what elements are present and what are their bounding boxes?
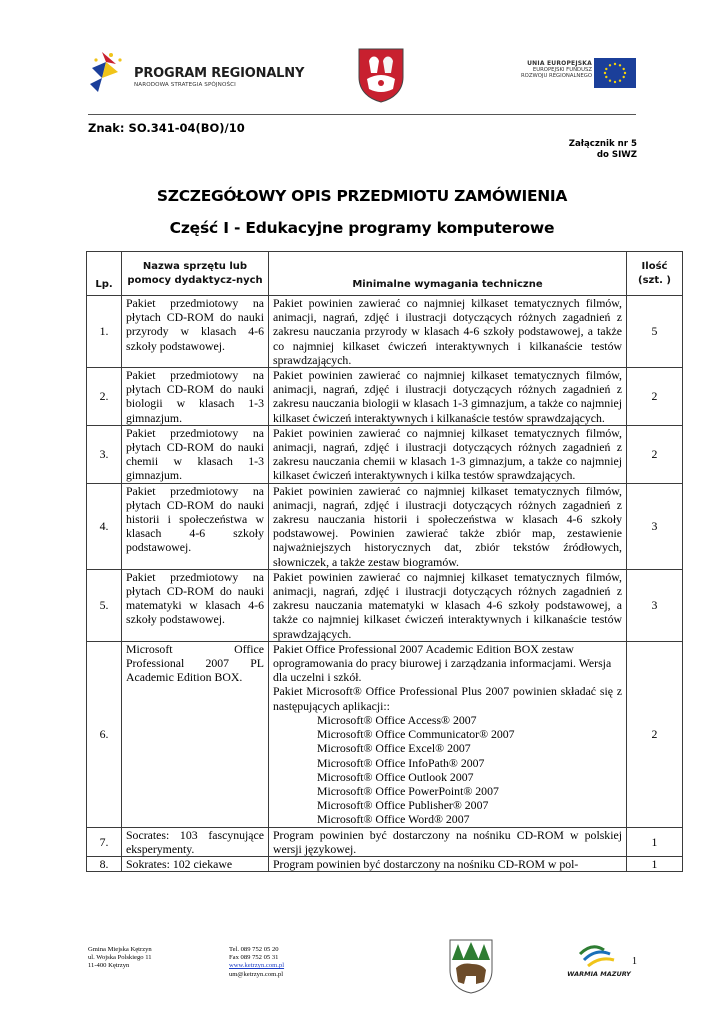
row-name: Sokrates: 102 ciekawe (122, 856, 269, 871)
footer-tel: Tel. 089 752 05 20 (229, 946, 279, 953)
row-requirements: Pakiet powinien zawierać co najmniej kilkaset tematycznych filmów, animacji, nagrań, zdjęć i ilustracji dotyczących różnych zagadnień z zakresu nauczania biologii w klasach 1-3 gimnazjum, a także co najmniej kilkaset ćwiczeń interaktywnych i kilkanaście testów sprawdzających. (269, 368, 627, 426)
row-requirements: Pakiet powinien zawierać co najmniej kilkaset tematycznych filmów, animacji, nagrań, zdjęć i ilustracji dotyczących różnych zagadnień z zakresu nauczania chemii w klasach 1-3 gimnazjum, a także co najmniej kilkaset ćwiczeń interaktywnych i kilka testów sprawdzających. (269, 425, 627, 483)
row-name: Pakiet przedmiotowy na płytach CD-ROM do nauki przyrody w klasach 4-6 szkoły podstawowej. (122, 296, 269, 368)
table-row (87, 856, 683, 871)
header-requirements: Minimalne wymagania techniczne (269, 252, 627, 296)
attachment-label (569, 139, 637, 161)
row-quantity: 5 (627, 296, 683, 368)
eu-title: UNIA EUROPEJSKA (527, 60, 592, 67)
row-requirements (269, 641, 627, 827)
table-row (87, 483, 683, 569)
office-product: Microsoft® Office Publisher® 2007 (317, 798, 489, 813)
footer-address (88, 946, 152, 971)
office-product: Microsoft® Office PowerPoint® 2007 (317, 783, 499, 798)
table-row (87, 425, 683, 483)
table-row (87, 827, 683, 856)
attachment-number: Załącznik nr 5 (568, 139, 637, 149)
requirements-table (86, 251, 683, 872)
coat-of-arms-icon (357, 47, 405, 103)
page-subtitle: Część I - Edukacyjne programy komputerowe (169, 219, 555, 237)
row-lp: 2. (87, 368, 122, 426)
row-lp: 4. (87, 483, 122, 569)
page-number: 1 (632, 956, 637, 967)
row-name: Pakiet przedmiotowy na płytach CD-ROM do nauki chemii w klasach 1-3 gimnazjum. (122, 425, 269, 483)
row-quantity: 3 (627, 483, 683, 569)
office-product: Microsoft® Office Word® 2007 (317, 812, 470, 827)
footer-fax: Fax 089 752 05 31 (229, 954, 279, 962)
row-lp: 1. (87, 296, 122, 368)
eu-logo (508, 58, 636, 92)
page-title: SZCZEGÓŁOWY OPIS PRZEDMIOTU ZAMÓWIENIA (156, 187, 568, 205)
row-quantity: 1 (627, 827, 683, 856)
warmia-mazury-text: WARMIA MAZURY (567, 970, 631, 978)
row-name: Microsoft Office Professional 2007 PL Academic Edition BOX. (122, 641, 269, 827)
row-requirements: Pakiet powinien zawierać co najmniej kilkaset tematycznych filmów, animacji, nagrań, zdjęć i ilustracji dotyczących różnych zagadnień z zakresu nauczania matematyki w klasach 4-6 szkoły podstawowej, a także co najmniej kilkaset ćwiczeń interaktywnych i kilkanaście testów sprawdzających. (269, 569, 627, 641)
office-components-intro: Pakiet Microsoft® Office Professional Plus 2007 powinien składać się z następujących aplikacji:: (273, 684, 622, 713)
program-regionalny-logo (88, 44, 305, 96)
row-name: Pakiet przedmiotowy na płytach CD-ROM do nauki biologii w klasach 1-3 gimnazjum. (122, 368, 269, 426)
row-requirements: Pakiet powinien zawierać co najmniej kilkaset tematycznych filmów, animacji, nagrań, zdjęć i ilustracji dotyczących różnych zagadnień z zakresu nauczania historii i społeczeństwa w klasach 4-6 szkoły podstawowej. Powinien zawierać także zbiór map, zestawienie najważniejszych historycznych dat, zbiór tekstów źródłowych, słowniczek, a także zestaw biogramów. (269, 483, 627, 569)
header-quantity: Ilość (szt. ) (627, 252, 683, 296)
header-divider (88, 114, 636, 115)
row-quantity: 1 (627, 856, 683, 871)
row-lp: 3. (87, 425, 122, 483)
table-row-office (87, 641, 683, 827)
office-product: Microsoft® Office Communicator® 2007 (317, 727, 515, 742)
row-lp: 6. (87, 641, 122, 827)
footer-website-link[interactable]: www.ketrzyn.com.pl (229, 962, 285, 970)
table-row (87, 569, 683, 641)
footer-street: ul. Wojska Polskiego 11 (88, 954, 152, 962)
header-name: Nazwa sprzętu lub pomocy dydaktycz-nych (122, 252, 269, 296)
row-name: Pakiet przedmiotowy na płytach CD-ROM do nauki matematyki w klasach 4-6 szkoły podstawowej. (122, 569, 269, 641)
table-header-row (87, 252, 683, 296)
table-row (87, 296, 683, 368)
office-product: Microsoft® Office Outlook 2007 (317, 769, 474, 784)
row-quantity: 3 (627, 569, 683, 641)
office-product: Microsoft® Office InfoPath® 2007 (317, 755, 485, 770)
row-lp: 5. (87, 569, 122, 641)
row-quantity: 2 (627, 425, 683, 483)
footer-city: 11-400 Kętrzyn (88, 962, 130, 970)
eu-flag-icon (594, 58, 636, 88)
office-product: Microsoft® Office Access® 2007 (317, 712, 477, 727)
footer-email: um@ketrzyn.com.pl (229, 970, 284, 978)
program-regionalny-icon (88, 48, 130, 92)
table-row (87, 368, 683, 426)
row-lp: 8. (87, 856, 122, 871)
ketrzyn-crest-icon (448, 938, 494, 994)
row-name: Socrates: 103 fascynujące eksperymenty. (122, 827, 269, 856)
row-requirements: Program powinien być dostarczony na nośniku CD-ROM w polskiej wersji językowej. (269, 827, 627, 856)
row-quantity: 2 (627, 368, 683, 426)
office-product: Microsoft® Office Excel® 2007 (317, 741, 471, 756)
footer-contact (229, 946, 284, 979)
eu-fund-line2: ROZWOJU REGIONALNEGO (521, 73, 592, 79)
page-header (0, 0, 724, 120)
row-lp: 7. (87, 827, 122, 856)
eu-fund-line1: EUROPEJSKI FUNDUSZ (532, 67, 592, 73)
office-intro: Pakiet Office Professional 2007 Academic Edition BOX zestaw oprogramowania do pracy biurowej i zarządzania informacjami. Wersja dla uczelni i szkół. (273, 641, 612, 685)
header-lp: Lp. (87, 252, 122, 296)
row-name: Pakiet przedmiotowy na płytach CD-ROM do nauki historii i społeczeństwa w klasach 4-6 szkoły podstawowej. (122, 483, 269, 569)
program-subtitle: NARODOWA STRATEGIA SPÓJNOŚCI (134, 82, 236, 88)
program-title: PROGRAM REGIONALNY (134, 66, 305, 81)
row-quantity: 2 (627, 641, 683, 827)
reference-number: Znak: SO.341-04(BO)/10 (88, 121, 245, 135)
row-requirements: Pakiet powinien zawierać co najmniej kilkaset tematycznych filmów, animacji, nagrań, zdjęć i ilustracji dotyczących różnych zagadnień z zakresu nauczania przyrody w klasach 4-6 szkoły podstawowej, a także co najmniej kilkaset ćwiczeń interaktywnych i kilkanaście testów sprawdzających. (269, 296, 627, 368)
warmia-mazury-logo (567, 940, 631, 986)
attachment-target: do SIWZ (596, 150, 637, 160)
row-requirements: Program powinien być dostarczony na nośniku CD-ROM w pol- (269, 856, 627, 871)
footer-org: Gmina Miejska Kętrzyn (88, 946, 152, 953)
